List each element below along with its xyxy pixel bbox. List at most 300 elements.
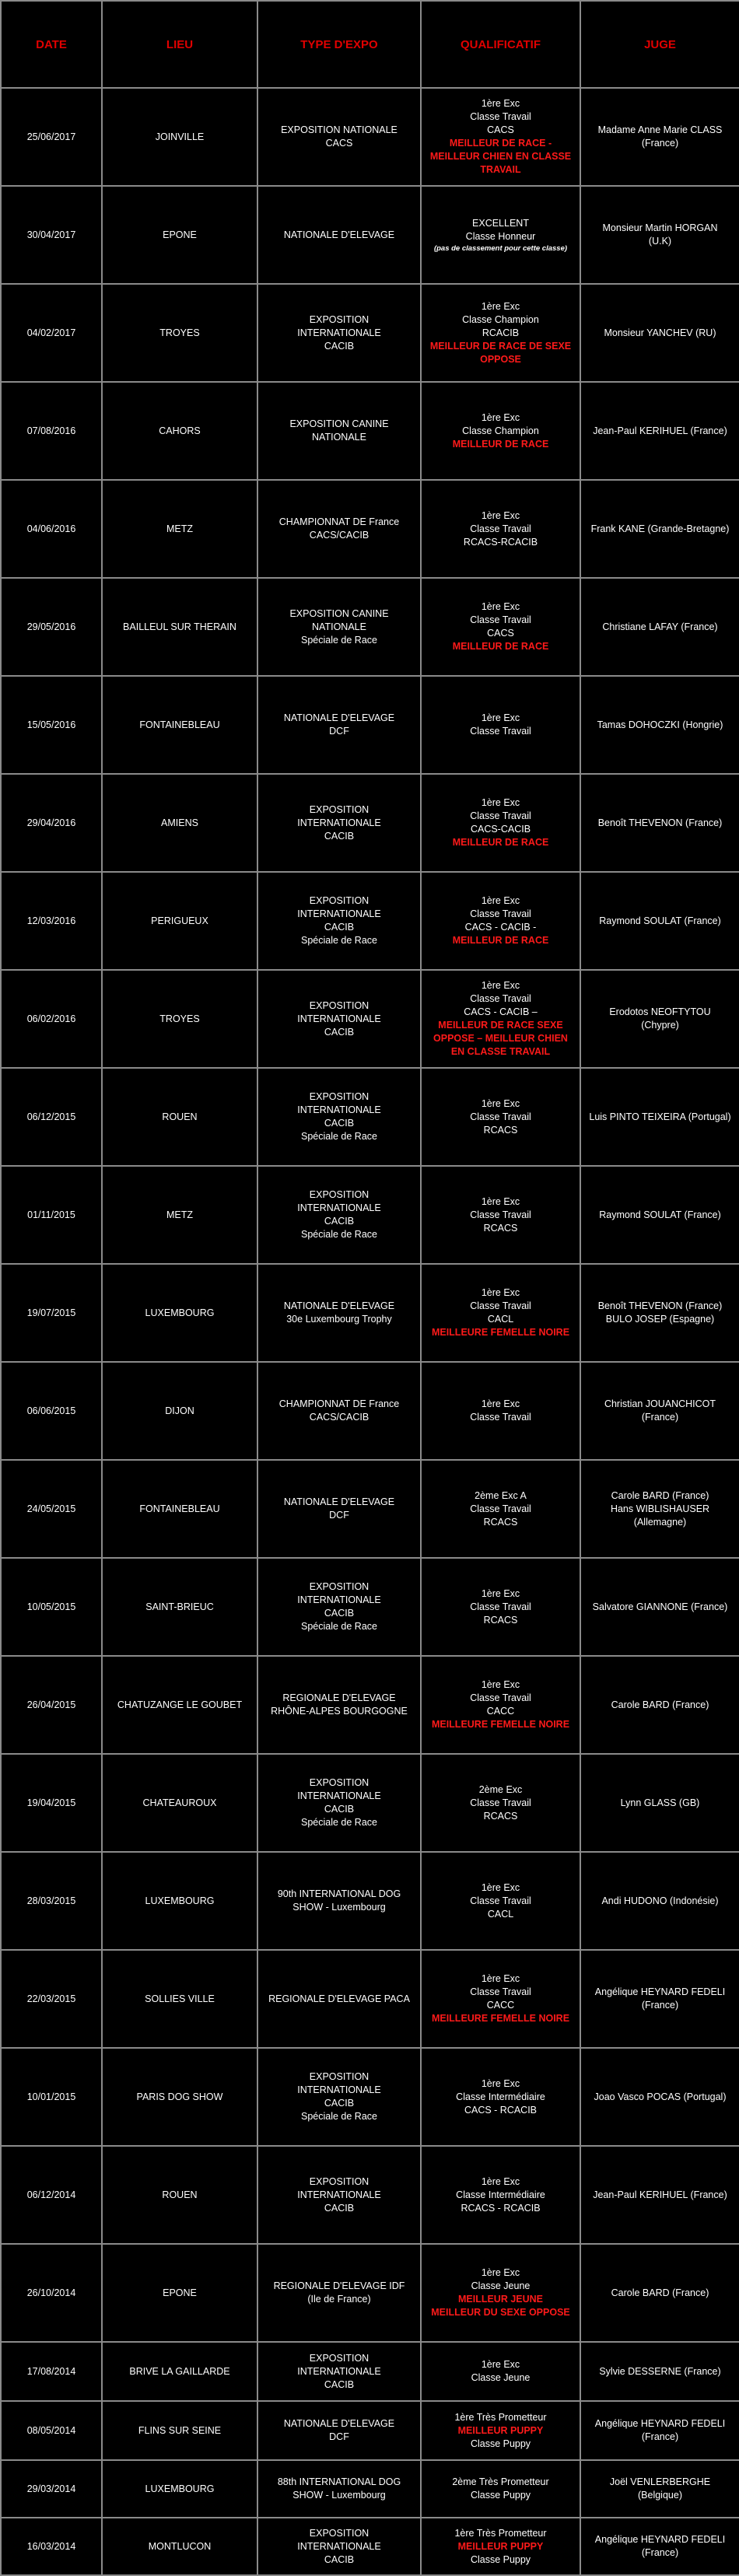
type-cell bbox=[257, 676, 421, 774]
qualificatif-line: Classe Puppy bbox=[470, 2438, 531, 2449]
table-row bbox=[1, 1166, 739, 1264]
type-line: SHOW - Luxembourg bbox=[292, 2490, 386, 2501]
juge-cell bbox=[580, 2244, 739, 2342]
type-line: Spéciale de Race bbox=[301, 2111, 377, 2122]
juge-line: Carole BARD (France) bbox=[611, 1699, 709, 1710]
date-cell: 19/04/2015 bbox=[1, 1754, 102, 1852]
table-row bbox=[1, 2518, 739, 2575]
type-cell bbox=[257, 1264, 421, 1362]
type-line: 90th INTERNATIONAL DOG bbox=[277, 1888, 401, 1899]
qualificatif-line: CACL bbox=[487, 1908, 514, 1920]
qualificatif-line: CACS - RCACIB bbox=[464, 2104, 538, 2116]
lieu-cell: SOLLIES VILLE bbox=[102, 1950, 257, 2048]
qualificatif-cell bbox=[421, 1264, 580, 1362]
qualificatif-line: Classe Travail bbox=[470, 1692, 531, 1703]
date-cell: 16/03/2014 bbox=[1, 2518, 102, 2575]
type-line: INTERNATIONALE bbox=[297, 1202, 381, 1213]
type-line: CACS bbox=[325, 138, 353, 149]
type-line: CHAMPIONNAT DE France bbox=[278, 516, 400, 527]
type-line: Spéciale de Race bbox=[301, 1621, 377, 1632]
type-cell bbox=[257, 2244, 421, 2342]
qualificatif-line: Classe Travail bbox=[470, 726, 531, 737]
type-line: NATIONALE D'ELEVAGE bbox=[283, 2418, 395, 2429]
type-line: NATIONALE bbox=[312, 432, 366, 443]
type-cell bbox=[257, 88, 421, 186]
juge-line: Tamas DOHOCZKI (Hongrie) bbox=[597, 719, 723, 730]
qualificatif-cell bbox=[421, 970, 580, 1068]
date-cell: 17/08/2014 bbox=[1, 2342, 102, 2401]
qualificatif-cell bbox=[421, 2401, 580, 2460]
qualificatif-line: Classe Travail bbox=[470, 111, 531, 122]
award-line: MEILLEUR DE RACE DE SEXE bbox=[429, 340, 572, 352]
qualificatif-line: 1ère Exc bbox=[481, 1287, 520, 1298]
lieu-cell: BRIVE LA GAILLARDE bbox=[102, 2342, 257, 2401]
table-row bbox=[1, 1852, 739, 1950]
qualificatif-line: 1ère Exc bbox=[481, 411, 520, 423]
table-row bbox=[1, 2146, 739, 2244]
header-type: TYPE D'EXPO bbox=[257, 1, 421, 88]
type-cell bbox=[257, 970, 421, 1068]
type-line: EXPOSITION bbox=[309, 1091, 370, 1102]
lieu-cell: BAILLEUL SUR THERAIN bbox=[102, 578, 257, 676]
juge-line: Benoît THEVENON (France) bbox=[597, 1300, 723, 1311]
qualificatif-line: RCACS bbox=[483, 1124, 518, 1136]
award-line: MEILLEUR DE RACE bbox=[452, 935, 549, 946]
type-line: EXPOSITION CANINE bbox=[289, 607, 389, 619]
qualificatif-cell bbox=[421, 1166, 580, 1264]
type-line: CACIB bbox=[324, 1118, 355, 1129]
type-line: CACIB bbox=[324, 1216, 355, 1227]
type-line: REGIONALE D'ELEVAGE IDF bbox=[273, 2280, 405, 2291]
juge-cell bbox=[580, 284, 739, 382]
qualificatif-line: Classe Travail bbox=[470, 1503, 531, 1514]
date-cell: 08/05/2014 bbox=[1, 2401, 102, 2460]
juge-line: (U.K) bbox=[648, 236, 672, 247]
juge-line: Erodotos NEOFTYTOU bbox=[609, 1006, 711, 1017]
type-cell bbox=[257, 578, 421, 676]
type-line: EXPOSITION bbox=[309, 803, 370, 815]
type-line: INTERNATIONALE bbox=[297, 2365, 381, 2377]
type-line: Spéciale de Race bbox=[301, 1229, 377, 1240]
qualificatif-cell bbox=[421, 2460, 580, 2518]
juge-line: Carole BARD (France) bbox=[611, 2287, 709, 2298]
qualificatif-line: RCACS bbox=[483, 1516, 518, 1528]
type-line: EXPOSITION bbox=[309, 1777, 370, 1788]
lieu-cell: TROYES bbox=[102, 970, 257, 1068]
qualificatif-line: Classe Travail bbox=[470, 1209, 531, 1220]
type-line: EXPOSITION bbox=[309, 2071, 370, 2082]
juge-line: Monsieur YANCHEV (RU) bbox=[604, 327, 716, 338]
juge-line: Carole BARD (France) bbox=[611, 1489, 709, 1501]
type-cell bbox=[257, 480, 421, 578]
award-line: MEILLEUR PUPPY bbox=[457, 2424, 544, 2436]
table-row bbox=[1, 2401, 739, 2460]
lieu-cell: METZ bbox=[102, 480, 257, 578]
juge-line: Angélique HEYNARD FEDELI bbox=[594, 1986, 726, 1997]
type-line: EXPOSITION bbox=[309, 2527, 370, 2539]
type-line: CACIB bbox=[324, 1608, 355, 1619]
juge-line: Luis PINTO TEIXEIRA (Portugal) bbox=[589, 1111, 731, 1122]
award-line: OPPOSE bbox=[480, 353, 521, 365]
award-line: MEILLEURE FEMELLE NOIRE bbox=[431, 2013, 570, 2024]
date-cell: 12/03/2016 bbox=[1, 872, 102, 970]
qualificatif-cell bbox=[421, 88, 580, 186]
qualificatif-line: Classe Jeune bbox=[471, 2280, 531, 2291]
lieu-cell: FONTAINEBLEAU bbox=[102, 676, 257, 774]
type-line: NATIONALE bbox=[312, 621, 366, 632]
type-cell bbox=[257, 2401, 421, 2460]
lieu-cell: METZ bbox=[102, 1166, 257, 1264]
juge-cell bbox=[580, 480, 739, 578]
type-line: SHOW - Luxembourg bbox=[292, 1902, 386, 1913]
juge-line: Andi HUDONO (Indonésie) bbox=[601, 1895, 719, 1906]
qualificatif-line: RCACIB bbox=[482, 327, 520, 338]
type-line: EXPOSITION bbox=[309, 313, 370, 325]
qualificatif-cell bbox=[421, 872, 580, 970]
juge-line: Benoît THEVENON (France) bbox=[597, 817, 723, 828]
lieu-cell: ROUEN bbox=[102, 1068, 257, 1166]
type-line: NATIONALE D'ELEVAGE bbox=[283, 229, 395, 240]
date-cell: 28/03/2015 bbox=[1, 1852, 102, 1950]
qualificatif-line: 1ère Exc bbox=[481, 2077, 520, 2089]
qualificatif-line: Classe Travail bbox=[470, 908, 531, 919]
qualificatif-line: 1ère Exc bbox=[481, 1973, 520, 1984]
table-row bbox=[1, 774, 739, 872]
qualificatif-cell bbox=[421, 2518, 580, 2575]
juge-line: Hans WIBLISHAUSER bbox=[610, 1503, 710, 1514]
table-row bbox=[1, 382, 739, 480]
type-cell bbox=[257, 2048, 421, 2146]
type-line: EXPOSITION bbox=[309, 2175, 370, 2187]
table-row bbox=[1, 2048, 739, 2146]
date-cell: 29/04/2016 bbox=[1, 774, 102, 872]
award-line: MEILLEUR JEUNE bbox=[457, 2294, 544, 2305]
header-row bbox=[1, 1, 739, 88]
type-line: INTERNATIONALE bbox=[297, 1104, 381, 1115]
qualificatif-line: Classe Travail bbox=[470, 614, 531, 625]
qualificatif-line: CACC bbox=[486, 2000, 515, 2011]
juge-cell bbox=[580, 1460, 739, 1558]
type-line: EXPOSITION bbox=[309, 999, 370, 1011]
award-line: TRAVAIL bbox=[480, 164, 521, 175]
qualificatif-line: Classe Champion bbox=[462, 425, 539, 436]
juge-cell bbox=[580, 872, 739, 970]
type-line: EXPOSITION bbox=[309, 895, 370, 906]
type-line: CACS/CACIB bbox=[309, 530, 370, 541]
juge-cell bbox=[580, 2342, 739, 2401]
award-line: MEILLEUR CHIEN EN CLASSE bbox=[429, 151, 572, 162]
qualificatif-cell bbox=[421, 1950, 580, 2048]
date-cell: 04/02/2017 bbox=[1, 284, 102, 382]
juge-cell bbox=[580, 2401, 739, 2460]
date-cell: 04/06/2016 bbox=[1, 480, 102, 578]
juge-cell bbox=[580, 1754, 739, 1852]
table-row bbox=[1, 2342, 739, 2401]
type-cell bbox=[257, 774, 421, 872]
juge-line: Lynn GLASS (GB) bbox=[620, 1797, 700, 1808]
type-line: Spéciale de Race bbox=[301, 935, 377, 946]
type-line: NATIONALE D'ELEVAGE bbox=[283, 1496, 395, 1507]
juge-line: Christiane LAFAY (France) bbox=[602, 621, 718, 632]
juge-cell bbox=[580, 2460, 739, 2518]
qualificatif-line: 1ère Très Prometteur bbox=[454, 2411, 547, 2423]
qualificatif-cell bbox=[421, 676, 580, 774]
type-cell bbox=[257, 872, 421, 970]
type-line: DCF bbox=[329, 1510, 349, 1521]
type-cell bbox=[257, 2518, 421, 2575]
header-juge: JUGE bbox=[580, 1, 739, 88]
qualificatif-line: Classe Puppy bbox=[470, 2553, 531, 2565]
lieu-cell: SAINT-BRIEUC bbox=[102, 1558, 257, 1656]
lieu-cell: DIJON bbox=[102, 1362, 257, 1460]
juge-line: Christian JOUANCHICOT bbox=[604, 1398, 716, 1409]
date-cell: 07/08/2016 bbox=[1, 382, 102, 480]
qualificatif-line: 1ère Exc bbox=[481, 2175, 520, 2187]
table-header bbox=[1, 1, 739, 88]
date-cell: 06/02/2016 bbox=[1, 970, 102, 1068]
juge-line: (Allemagne) bbox=[633, 1516, 687, 1528]
qualificatif-line: Classe Travail bbox=[470, 1986, 531, 1997]
lieu-cell: FLINS SUR SEINE bbox=[102, 2401, 257, 2460]
type-cell bbox=[257, 1068, 421, 1166]
type-cell bbox=[257, 2342, 421, 2401]
type-line: CACIB bbox=[324, 2202, 355, 2214]
type-line: INTERNATIONALE bbox=[297, 327, 381, 338]
type-line: CACIB bbox=[324, 2378, 355, 2390]
qualificatif-line: 1ère Exc bbox=[481, 2359, 520, 2370]
date-cell: 15/05/2016 bbox=[1, 676, 102, 774]
lieu-cell: CAHORS bbox=[102, 382, 257, 480]
type-line: CACIB bbox=[324, 1804, 355, 1815]
lieu-cell: FONTAINEBLEAU bbox=[102, 1460, 257, 1558]
table-row bbox=[1, 1950, 739, 2048]
type-line: CACS/CACIB bbox=[309, 1412, 370, 1423]
juge-cell bbox=[580, 88, 739, 186]
qualificatif-line: Classe Jeune bbox=[471, 2372, 531, 2383]
type-line: EXPOSITION NATIONALE bbox=[281, 124, 398, 135]
qualificatif-line: 1ère Exc bbox=[481, 1398, 520, 1409]
type-line: INTERNATIONALE bbox=[297, 1594, 381, 1605]
qualificatif-line: RCACS - RCACIB bbox=[461, 2202, 541, 2214]
juge-line: (France) bbox=[641, 2431, 679, 2442]
type-line: DCF bbox=[329, 2431, 349, 2442]
qualificatif-line: Classe Champion bbox=[462, 313, 539, 325]
date-cell: 10/01/2015 bbox=[1, 2048, 102, 2146]
juge-cell bbox=[580, 2146, 739, 2244]
lieu-cell: EPONE bbox=[102, 2244, 257, 2342]
juge-cell bbox=[580, 676, 739, 774]
table-row bbox=[1, 1558, 739, 1656]
lieu-cell: CHATEAUROUX bbox=[102, 1754, 257, 1852]
table-row bbox=[1, 2460, 739, 2518]
qualificatif-line: Classe Puppy bbox=[470, 2490, 531, 2501]
type-line: NATIONALE D'ELEVAGE bbox=[283, 1300, 395, 1311]
juge-line: Madame Anne Marie CLASS bbox=[597, 124, 723, 135]
juge-line: Jean-Paul KERIHUEL (France) bbox=[593, 425, 727, 436]
qualificatif-cell bbox=[421, 1754, 580, 1852]
qualificatif-cell bbox=[421, 1068, 580, 1166]
juge-cell bbox=[580, 578, 739, 676]
type-cell bbox=[257, 2460, 421, 2518]
date-cell: 01/11/2015 bbox=[1, 1166, 102, 1264]
lieu-cell: JOINVILLE bbox=[102, 88, 257, 186]
award-line: MEILLEURE FEMELLE NOIRE bbox=[431, 1327, 570, 1338]
type-line: INTERNATIONALE bbox=[297, 2189, 381, 2200]
qualificatif-line: CACS-CACIB bbox=[470, 824, 531, 835]
juge-cell bbox=[580, 1068, 739, 1166]
type-cell bbox=[257, 1166, 421, 1264]
type-line: INTERNATIONALE bbox=[297, 1790, 381, 1801]
table-body bbox=[1, 88, 739, 2575]
type-line: Spéciale de Race bbox=[301, 1131, 377, 1142]
award-line: MEILLEURE FEMELLE NOIRE bbox=[431, 1719, 570, 1730]
award-line: MEILLEUR DE RACE bbox=[452, 641, 549, 652]
date-cell: 10/05/2015 bbox=[1, 1558, 102, 1656]
date-cell: 06/06/2015 bbox=[1, 1362, 102, 1460]
type-line: INTERNATIONALE bbox=[297, 1013, 381, 1024]
juge-line: (France) bbox=[641, 1412, 679, 1423]
qualificatif-line: Classe Travail bbox=[470, 1111, 531, 1122]
qualificatif-line: Classe Travail bbox=[470, 810, 531, 821]
qualificatif-cell bbox=[421, 1460, 580, 1558]
type-cell bbox=[257, 382, 421, 480]
juge-cell bbox=[580, 1558, 739, 1656]
qualificatif-cell bbox=[421, 186, 580, 284]
lieu-cell: CHATUZANGE LE GOUBET bbox=[102, 1656, 257, 1754]
award-line: MEILLEUR DE RACE SEXE bbox=[438, 1020, 563, 1031]
table-row bbox=[1, 1656, 739, 1754]
type-cell bbox=[257, 1950, 421, 2048]
qualificatif-cell bbox=[421, 2244, 580, 2342]
type-line: CACIB bbox=[324, 340, 355, 352]
lieu-cell: PERIGUEUX bbox=[102, 872, 257, 970]
qualificatif-cell bbox=[421, 284, 580, 382]
type-cell bbox=[257, 1656, 421, 1754]
type-line: REGIONALE D'ELEVAGE bbox=[282, 1692, 396, 1703]
type-line: Spéciale de Race bbox=[301, 1817, 377, 1828]
type-line: EXPOSITION bbox=[309, 1189, 370, 1200]
type-line: CHAMPIONNAT DE France bbox=[278, 1398, 400, 1409]
qualificatif-line: RCACS bbox=[483, 1614, 518, 1626]
juge-cell bbox=[580, 774, 739, 872]
juge-cell bbox=[580, 1264, 739, 1362]
qualificatif-cell bbox=[421, 1656, 580, 1754]
qualificatif-cell bbox=[421, 480, 580, 578]
qualificatif-line: 1ère Exc bbox=[481, 1097, 520, 1109]
qualificatif-line: 1ère Exc bbox=[481, 1881, 520, 1893]
qualificatif-line: Classe Travail bbox=[470, 1601, 531, 1612]
date-cell: 19/07/2015 bbox=[1, 1264, 102, 1362]
qualificatif-line: 1ère Très Prometteur bbox=[454, 2527, 547, 2539]
type-line: Spéciale de Race bbox=[301, 634, 377, 646]
type-cell bbox=[257, 284, 421, 382]
table-row bbox=[1, 1754, 739, 1852]
qualificatif-cell bbox=[421, 382, 580, 480]
qualificatif-line: Classe Travail bbox=[470, 993, 531, 1004]
award-line: MEILLEUR DU SEXE OPPOSE bbox=[431, 2307, 570, 2318]
type-line: EXPOSITION bbox=[309, 2352, 370, 2364]
type-line: REGIONALE D'ELEVAGE PACA bbox=[268, 1993, 410, 2004]
qualificatif-cell bbox=[421, 2048, 580, 2146]
qualificatif-line: 1ère Exc bbox=[481, 1195, 520, 1207]
juge-line: Monsieur Martin HORGAN bbox=[602, 222, 718, 233]
type-line: EXPOSITION CANINE bbox=[289, 418, 389, 429]
table-row bbox=[1, 2244, 739, 2342]
juge-line: Angélique HEYNARD FEDELI bbox=[594, 2534, 726, 2545]
header-lieu: LIEU bbox=[102, 1, 257, 88]
qualificatif-line: Classe Travail bbox=[470, 523, 531, 534]
type-cell bbox=[257, 1362, 421, 1460]
juge-line: (Chypre) bbox=[641, 1020, 679, 1031]
qualificatif-line: CACS bbox=[487, 628, 514, 639]
juge-line: Frank KANE (Grande-Bretagne) bbox=[590, 523, 730, 534]
lieu-cell: MONTLUCON bbox=[102, 2518, 257, 2575]
qualificatif-line: 1ère Exc bbox=[481, 98, 520, 109]
type-cell bbox=[257, 2146, 421, 2244]
lieu-cell: LUXEMBOURG bbox=[102, 2460, 257, 2518]
type-line: INTERNATIONALE bbox=[297, 908, 381, 919]
award-line: MEILLEUR DE RACE bbox=[452, 438, 549, 450]
table-row bbox=[1, 284, 739, 382]
juge-line: Sylvie DESSERNE (France) bbox=[599, 2365, 721, 2377]
qualificatif-line: RCACS bbox=[483, 1222, 518, 1234]
date-cell: 25/06/2017 bbox=[1, 88, 102, 186]
table-row bbox=[1, 1460, 739, 1558]
qualificatif-line: 1ère Exc bbox=[481, 1587, 520, 1599]
juge-line: Jean-Paul KERIHUEL (France) bbox=[593, 2189, 727, 2200]
juge-cell bbox=[580, 186, 739, 284]
date-cell: 26/10/2014 bbox=[1, 2244, 102, 2342]
type-cell bbox=[257, 186, 421, 284]
table-row bbox=[1, 970, 739, 1068]
qualificatif-line: 1ère Exc bbox=[481, 1679, 520, 1690]
type-line: 88th INTERNATIONAL DOG bbox=[277, 2476, 401, 2487]
type-line: CACIB bbox=[324, 1026, 355, 1038]
qualificatif-line: CACS - CACIB - bbox=[464, 922, 537, 933]
type-line: DCF bbox=[329, 726, 349, 737]
qualificatif-line: CACC bbox=[486, 1706, 515, 1717]
type-line: CACIB bbox=[324, 2098, 355, 2109]
qualificatif-line: 1ère Exc bbox=[481, 797, 520, 808]
type-line: 30e Luxembourg Trophy bbox=[286, 1314, 392, 1325]
date-cell: 26/04/2015 bbox=[1, 1656, 102, 1754]
qualificatif-line: RCACS-RCACIB bbox=[463, 536, 538, 548]
qualificatif-line: 1ère Exc bbox=[481, 895, 520, 906]
qualificatif-line: 1ère Exc bbox=[481, 2267, 520, 2278]
juge-line: Salvatore GIANNONE (France) bbox=[592, 1601, 728, 1612]
qualificatif-line: Classe Travail bbox=[470, 1412, 531, 1423]
juge-cell bbox=[580, 1362, 739, 1460]
qualificatif-line: 1ère Exc bbox=[481, 712, 520, 723]
qualificatif-line: CACS - CACIB – bbox=[464, 1006, 538, 1017]
juge-line: (France) bbox=[641, 2547, 679, 2558]
juge-line: (Belgique) bbox=[638, 2490, 682, 2501]
lieu-cell: EPONE bbox=[102, 186, 257, 284]
award-line: MEILLEUR PUPPY bbox=[457, 2540, 544, 2552]
date-cell: 06/12/2015 bbox=[1, 1068, 102, 1166]
type-cell bbox=[257, 1558, 421, 1656]
qualificatif-line: Classe Intermédiaire bbox=[456, 2189, 545, 2200]
qualificatif-line: 1ère Exc bbox=[481, 509, 520, 521]
lieu-cell: TROYES bbox=[102, 284, 257, 382]
award-line: OPPOSE – MEILLEUR CHIEN bbox=[433, 1033, 568, 1044]
juge-cell bbox=[580, 1656, 739, 1754]
qualificatif-line: 2ème Très Prometteur bbox=[452, 2476, 549, 2487]
qualificatif-cell bbox=[421, 1558, 580, 1656]
juge-line: Joao Vasco POCAS (Portugal) bbox=[594, 2091, 727, 2102]
award-line: MEILLEUR DE RACE bbox=[452, 837, 549, 848]
lieu-cell: ROUEN bbox=[102, 2146, 257, 2244]
